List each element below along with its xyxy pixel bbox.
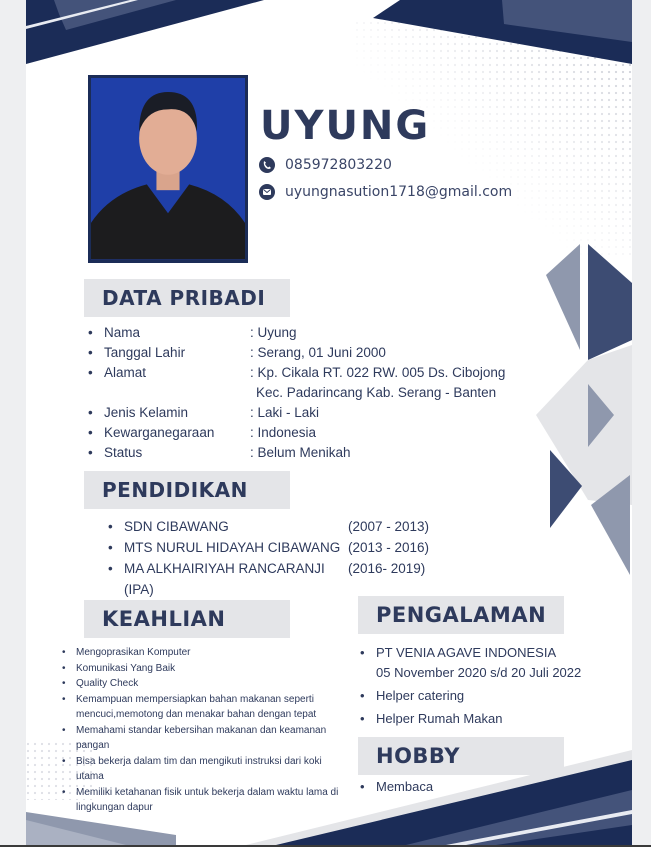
hobby-list — [360, 777, 433, 797]
candidate-name: UYUNG — [260, 103, 431, 149]
skill-item: • Kemampuan mempersiapkan bahan makanan seperti mencuci,memotong dan menakar bahan dengan tepat — [62, 692, 342, 723]
experience-item: • Helper Rumah Makan — [360, 709, 581, 729]
section-title-keahlian: KEAHLIAN — [84, 600, 290, 638]
skills-list — [62, 645, 342, 816]
skill-item: • Mengoprasikan Komputer — [62, 645, 342, 661]
bullet: • — [62, 693, 66, 705]
bullet: • — [62, 662, 66, 674]
envelope-icon — [259, 184, 275, 200]
bullet: • — [88, 365, 93, 380]
personal-data-row: • Kewarganegaraan : Indonesia — [88, 423, 510, 443]
bullet: • — [88, 345, 93, 360]
bullet: • — [62, 678, 66, 689]
personal-data-row: • Nama : Uyung — [88, 323, 510, 343]
email-address[interactable]: uyungnasution1718@gmail.com — [285, 184, 513, 200]
profile-photo — [88, 75, 248, 263]
personal-data-row: • Status : Belum Menikah — [88, 443, 510, 463]
education-list — [108, 516, 448, 600]
phone-contact — [259, 157, 392, 173]
experience-item: • PT VENIA AGAVE INDONESIA 05 November 2020 s/d 20 Juli 2022 — [360, 643, 581, 683]
bullet: • — [360, 779, 365, 794]
personal-data-row: • Jenis Kelamin : Laki - Laki — [88, 403, 510, 423]
section-title-hobby: HOBBY — [358, 737, 564, 775]
cv-page — [26, 0, 632, 845]
personal-data-row: • Tanggal Lahir : Serang, 01 Juni 2000 — [88, 343, 510, 363]
email-contact — [259, 184, 512, 200]
skill-item: • Quality Check — [62, 676, 342, 692]
bullet: • — [360, 688, 365, 703]
section-title-pendidikan: PENDIDIKAN — [84, 471, 290, 509]
phone-number[interactable]: 085972803220 — [285, 157, 392, 173]
bullet: • — [108, 540, 113, 555]
bullet: • — [108, 561, 113, 576]
bullet: • — [88, 445, 93, 460]
bullet: • — [360, 711, 365, 726]
bullet: • — [62, 786, 66, 798]
phone-icon — [259, 157, 275, 173]
experience-item: • Helper catering — [360, 686, 581, 706]
bullet: • — [88, 405, 93, 420]
skill-item: • Bisa bekerja dalam tim dan mengikuti instruksi dari koki utama — [62, 754, 342, 785]
bullet: • — [62, 647, 66, 658]
hobby-item: • Membaca — [360, 777, 433, 797]
education-item: • SDN CIBAWANG (2007 - 2013) — [108, 516, 448, 537]
bullet: • — [88, 425, 93, 440]
bullet: • — [360, 645, 365, 660]
education-item: • MTS NURUL HIDAYAH CIBAWANG (2013 - 2016) — [108, 537, 448, 558]
bullet: • — [108, 519, 113, 534]
bullet: • — [62, 755, 66, 767]
education-item: • MA ALKHAIRIYAH RANCARANJI (IPA) (2016- 2019) — [108, 558, 448, 600]
section-title-pengalaman: PENGALAMAN — [358, 596, 564, 634]
person-silhouette-icon — [91, 78, 245, 260]
skill-item: • Memahami standar kebersihan makanan dan keamanan pangan — [62, 723, 342, 754]
experience-list — [360, 643, 581, 732]
section-title-data-pribadi: DATA PRIBADI — [84, 279, 290, 317]
bullet: • — [62, 724, 66, 736]
personal-data-list — [88, 323, 510, 463]
skill-item: • Memiliki ketahanan fisik untuk bekerja dalam waktu lama di lingkungan dapur — [62, 785, 342, 816]
personal-data-row: • Alamat : Kp. Cikala RT. 022 RW. 005 Ds. Cibojong Kec. Padarincang Kab. Serang - Banten — [88, 363, 510, 403]
skill-item: • Komunikasi Yang Baik — [62, 661, 342, 677]
bullet: • — [88, 325, 93, 340]
